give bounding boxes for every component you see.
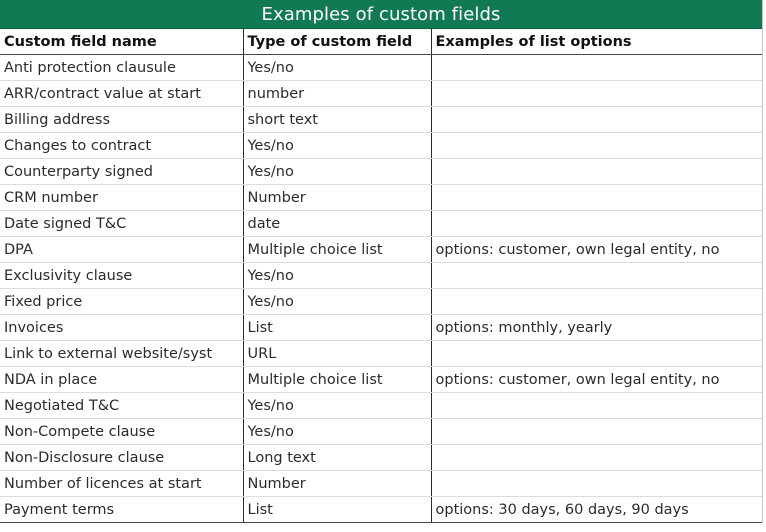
table-row (0, 107, 762, 133)
cell-list-options[interactable] (431, 393, 762, 419)
cell-field-type[interactable]: Yes/no (243, 289, 431, 315)
cell-field-name[interactable]: Fixed price (0, 289, 243, 315)
cell-list-options[interactable]: options: customer, own legal entity, no (431, 237, 762, 263)
cell-field-name[interactable]: CRM number (0, 185, 243, 211)
cell-field-type[interactable]: List (243, 497, 431, 523)
cell-list-options[interactable] (431, 185, 762, 211)
cell-field-type[interactable]: Yes/no (243, 133, 431, 159)
table-row (0, 133, 762, 159)
header-examples-of-list-options[interactable]: Examples of list options (431, 29, 762, 55)
table-row (0, 393, 762, 419)
cell-list-options[interactable] (431, 445, 762, 471)
cell-field-type[interactable]: Yes/no (243, 263, 431, 289)
cell-list-options[interactable] (431, 159, 762, 185)
cell-field-name[interactable]: NDA in place (0, 367, 243, 393)
cell-field-name[interactable]: Non-Disclosure clause (0, 445, 243, 471)
header-custom-field-name[interactable]: Custom field name (0, 29, 243, 55)
table-row (0, 185, 762, 211)
cell-field-name[interactable]: Billing address (0, 107, 243, 133)
cell-list-options[interactable] (431, 341, 762, 367)
cell-list-options[interactable] (431, 211, 762, 237)
table-row (0, 419, 762, 445)
cell-list-options[interactable]: options: customer, own legal entity, no (431, 367, 762, 393)
cell-list-options[interactable] (431, 419, 762, 445)
table-row (0, 315, 762, 341)
cell-list-options[interactable]: options: monthly, yearly (431, 315, 762, 341)
cell-field-name[interactable]: Exclusivity clause (0, 263, 243, 289)
table-row (0, 55, 762, 81)
custom-fields-table (0, 29, 762, 523)
cell-field-name[interactable]: Changes to contract (0, 133, 243, 159)
header-type-of-custom-field[interactable]: Type of custom field (243, 29, 431, 55)
table-body (0, 55, 762, 523)
cell-field-name[interactable]: Invoices (0, 315, 243, 341)
table-row (0, 263, 762, 289)
cell-field-name[interactable]: Link to external website/syst (0, 341, 243, 367)
cell-list-options[interactable] (431, 133, 762, 159)
table-row (0, 367, 762, 393)
cell-field-name[interactable]: Counterparty signed (0, 159, 243, 185)
cell-field-type[interactable]: URL (243, 341, 431, 367)
cell-field-type[interactable]: Yes/no (243, 393, 431, 419)
table-row (0, 237, 762, 263)
cell-list-options[interactable] (431, 55, 762, 81)
cell-list-options[interactable] (431, 289, 762, 315)
cell-field-name[interactable]: DPA (0, 237, 243, 263)
cell-field-type[interactable]: number (243, 81, 431, 107)
table-row (0, 289, 762, 315)
table-row (0, 471, 762, 497)
cell-field-name[interactable]: ARR/contract value at start (0, 81, 243, 107)
cell-field-type[interactable]: Yes/no (243, 419, 431, 445)
cell-field-type[interactable]: List (243, 315, 431, 341)
table-row (0, 81, 762, 107)
cell-list-options[interactable] (431, 471, 762, 497)
table-row (0, 159, 762, 185)
cell-list-options[interactable]: options: 30 days, 60 days, 90 days (431, 497, 762, 523)
table-row (0, 445, 762, 471)
cell-field-name[interactable]: Anti protection clausule (0, 55, 243, 81)
table-row (0, 211, 762, 237)
cell-field-type[interactable]: Yes/no (243, 159, 431, 185)
table-row (0, 341, 762, 367)
cell-field-name[interactable]: Payment terms (0, 497, 243, 523)
cell-field-type[interactable]: Long text (243, 445, 431, 471)
cell-field-type[interactable]: Yes/no (243, 55, 431, 81)
cell-field-type[interactable]: date (243, 211, 431, 237)
cell-list-options[interactable] (431, 107, 762, 133)
cell-field-name[interactable]: Number of licences at start (0, 471, 243, 497)
cell-field-type[interactable]: Multiple choice list (243, 237, 431, 263)
cell-list-options[interactable] (431, 81, 762, 107)
header-row (0, 29, 762, 55)
table-row (0, 497, 762, 523)
cell-list-options[interactable] (431, 263, 762, 289)
cell-field-name[interactable]: Date signed T&C (0, 211, 243, 237)
cell-field-name[interactable]: Non-Compete clause (0, 419, 243, 445)
cell-field-name[interactable]: Negotiated T&C (0, 393, 243, 419)
cell-field-type[interactable]: Number (243, 471, 431, 497)
cell-field-type[interactable]: Multiple choice list (243, 367, 431, 393)
cell-field-type[interactable]: short text (243, 107, 431, 133)
cell-field-type[interactable]: Number (243, 185, 431, 211)
sheet-title[interactable]: Examples of custom fields (0, 0, 762, 29)
